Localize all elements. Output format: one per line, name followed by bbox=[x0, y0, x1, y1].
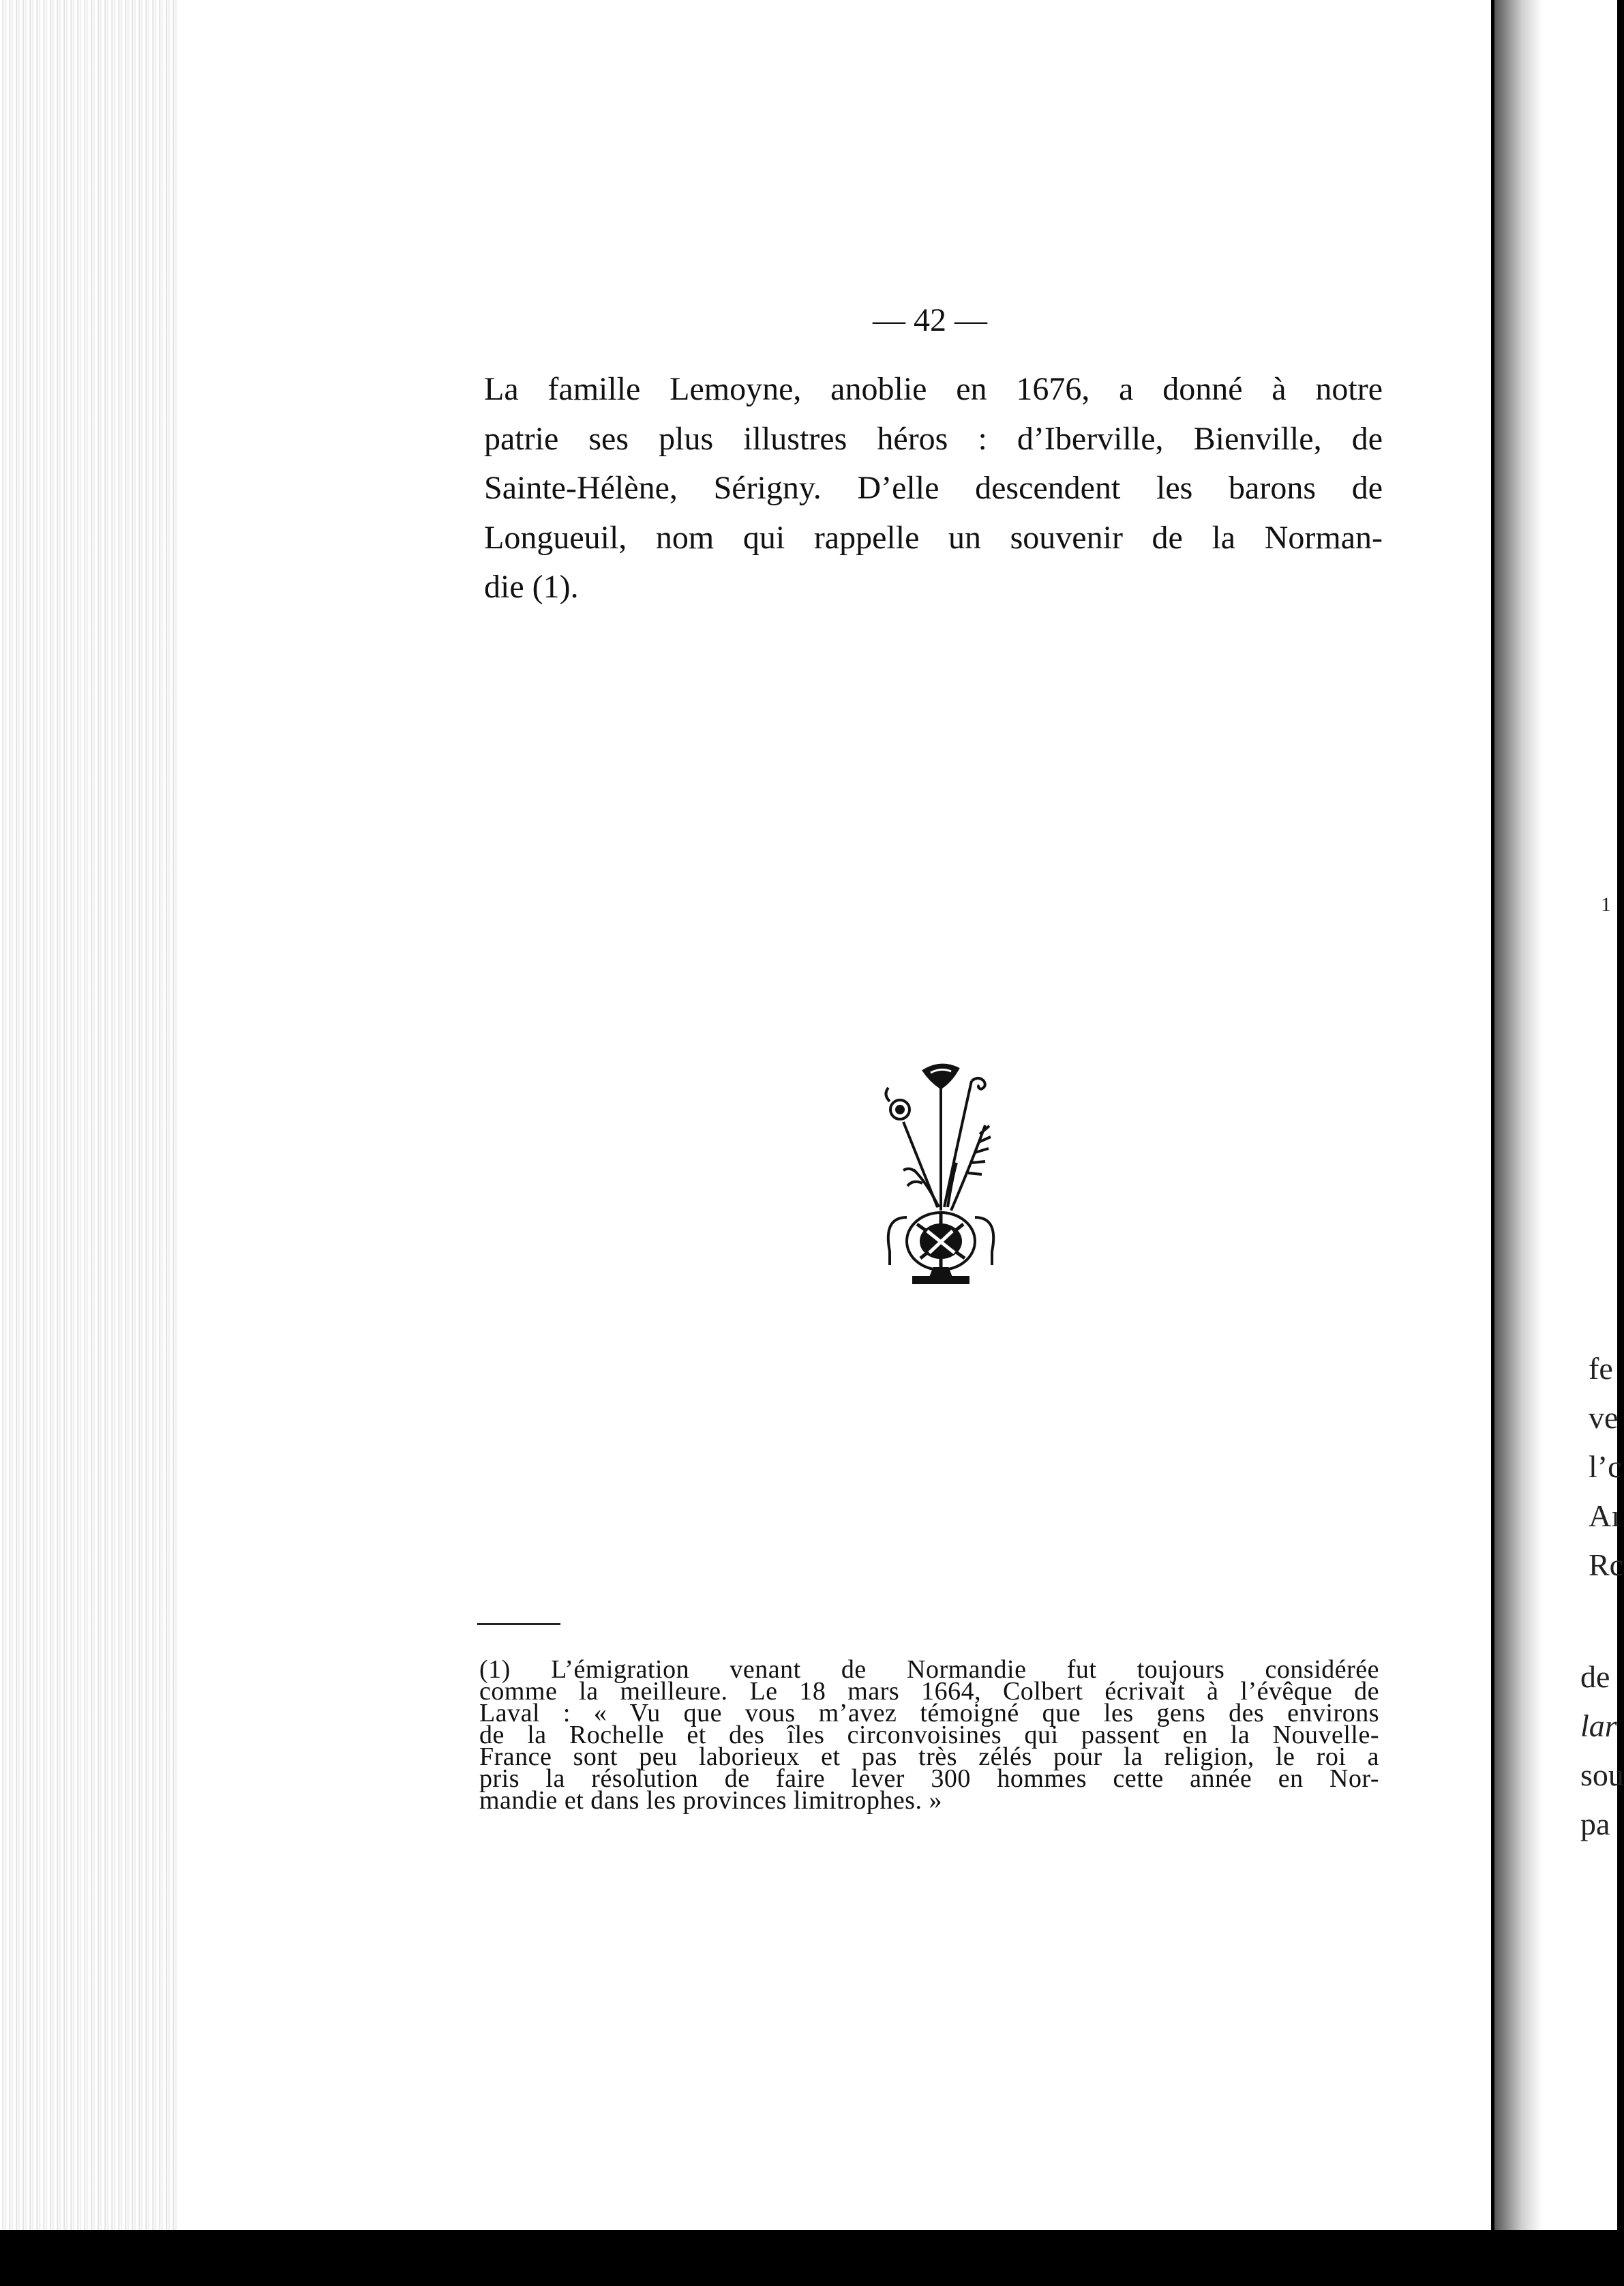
footnote-line: (1) L’émigration venant de Normandie fut toujours considérée bbox=[479, 1655, 1379, 1684]
text-line: die (1). bbox=[484, 569, 579, 605]
footnote-line: mandie et dans les provinces limitrophes. » bbox=[479, 1786, 942, 1815]
footnote-rule bbox=[477, 1623, 560, 1625]
facing-page-fragment: ve bbox=[1589, 1400, 1619, 1435]
facing-page-fragment: Rc bbox=[1589, 1547, 1624, 1582]
text-line: Longueuil, nom qui rappelle un souvenir de la Norman- bbox=[484, 519, 1383, 556]
scan-border bbox=[0, 2230, 1617, 2286]
main-paragraph bbox=[484, 365, 1383, 612]
text-line: patrie ses plus illustres héros : d’Iberville, Bienville, de bbox=[484, 420, 1383, 457]
footnote-line: France sont peu laborieux et pas très zélés pour la religion, le roi a bbox=[479, 1742, 1379, 1771]
facing-page-fragment: lar bbox=[1580, 1708, 1617, 1743]
facing-page-fragment: fe bbox=[1589, 1351, 1613, 1386]
facing-page-fragment: Aı bbox=[1589, 1498, 1620, 1533]
text-line: Sainte-Hélène, Sérigny. D’elle descendent les barons de bbox=[484, 470, 1383, 506]
facing-page-fragment: pa bbox=[1580, 1807, 1610, 1841]
facing-page-fragment: 1 bbox=[1601, 893, 1611, 916]
text-line: La famille Lemoyne, anoblie en 1676, a donné à notre bbox=[484, 371, 1383, 407]
facing-page-fragment: l’c bbox=[1589, 1449, 1622, 1484]
footnote-line: de la Rochelle et des îles circonvoisines qui passent en la Nouvelle- bbox=[479, 1721, 1379, 1749]
footnote bbox=[479, 1655, 1379, 1815]
footnote-line: Laval : « Vu que vous m’avez témoigné que les gens des environs bbox=[479, 1699, 1379, 1727]
facing-page bbox=[1494, 0, 1617, 2230]
footnote-line: comme la meilleure. Le 18 mars 1664, Colbert écrivait à l’évêque de bbox=[479, 1677, 1379, 1706]
facing-page-fragment: sou bbox=[1580, 1757, 1624, 1792]
footnote-line: pris la résolution de faire lever 300 hommes cette année en Nor- bbox=[479, 1764, 1379, 1793]
vase-with-flowers-icon bbox=[876, 1060, 1006, 1286]
page-edge-strip bbox=[0, 0, 184, 2230]
book-page bbox=[179, 0, 1493, 2230]
page-number: — 42 — bbox=[873, 302, 987, 338]
facing-page-fragment: de bbox=[1580, 1659, 1610, 1694]
